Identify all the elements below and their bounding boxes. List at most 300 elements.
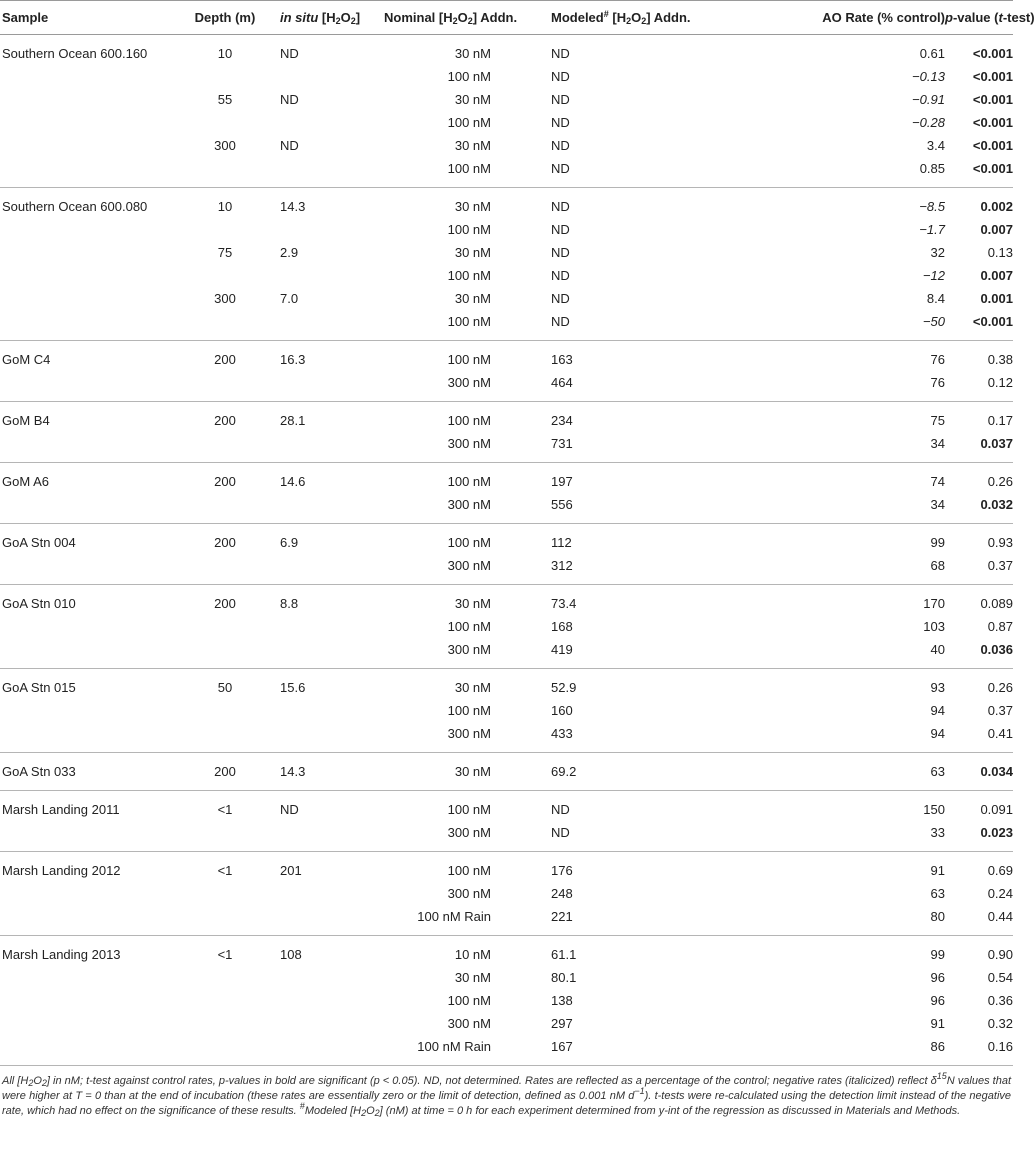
cell-pvalue: 0.90 [987,947,1013,962]
cell-pvalue: 0.007 [980,268,1013,283]
cell-depth: 200 [214,474,236,489]
cell-ao-rate: 150 [923,802,945,817]
cell-modeled: 52.9 [551,680,577,695]
table-row [0,35,1013,66]
cell-sample-empty [0,882,176,905]
table-row [0,638,1013,669]
table-row [0,722,1013,753]
cell-pvalue: 0.37 [987,703,1013,718]
cell-pvalue: 0.38 [987,352,1013,367]
cell-pvalue: 0.001 [980,291,1013,306]
cell-sample-empty [0,241,176,264]
cell-sample-empty [0,493,176,524]
cell-nominal: 100 nM [447,268,491,283]
cell-modeled: ND [551,245,570,260]
cell-depth [176,722,274,753]
cell-sample: Southern Ocean 600.080 [2,199,148,214]
cell-sample-empty [0,1012,176,1035]
cell-ao-rate: 32 [930,245,945,260]
cell-insitu [274,1035,384,1066]
table-row [0,882,1013,905]
table-row [0,402,1013,433]
table-row [0,936,1013,967]
cell-modeled: ND [551,115,570,130]
cell-insitu [274,615,384,638]
cell-pvalue: 0.24 [987,886,1013,901]
cell-sample-empty [0,638,176,669]
cell-insitu: 28.1 [280,413,306,428]
cell-depth [176,65,274,88]
cell-nominal: 300 nM [384,554,491,585]
cell-modeled: 297 [551,1016,573,1031]
cell-depth [176,310,274,341]
table-row [0,111,1013,134]
cell-sample-empty [0,310,176,341]
cell-depth [176,157,274,188]
cell-nominal: 30 nM [454,680,491,695]
table-row [0,852,1013,883]
cell-depth [176,966,274,989]
table-row [0,753,1013,791]
cell-ao-rate: 80 [779,905,945,936]
cell-ao-rate: 170 [923,596,945,611]
cell-depth [176,264,274,287]
cell-depth [176,905,274,936]
cell-pvalue: 0.13 [987,245,1013,260]
cell-nominal: 100 nM [447,619,491,634]
cell-nominal: 30 nM [454,970,491,985]
cell-pvalue: 0.091 [980,802,1013,817]
cell-depth [176,699,274,722]
cell-insitu [274,905,384,936]
cell-nominal: 100 nM [384,157,491,188]
cell-modeled: ND [551,291,570,306]
cell-nominal: 100 nM [447,993,491,1008]
table-row [0,432,1013,463]
table-row [0,615,1013,638]
cell-sample: GoA Stn 033 [0,753,176,791]
cell-insitu [274,699,384,722]
table-row [0,493,1013,524]
cell-nominal: 30 nM [454,199,491,214]
cell-modeled: ND [551,92,570,107]
cell-nominal: 300 nM [384,371,491,402]
cell-modeled: 221 [491,905,779,936]
cell-insitu [274,966,384,989]
cell-nominal: 100 nM [447,474,491,489]
cell-sample-empty [0,218,176,241]
cell-nominal: 100 nM [384,310,491,341]
cell-modeled: 112 [551,535,572,550]
cell-modeled: ND [551,69,570,84]
cell-depth: 200 [214,535,236,550]
cell-nominal: 100 nM [447,863,491,878]
cell-sample-empty [0,157,176,188]
table-row [0,966,1013,989]
cell-sample-empty [0,989,176,1012]
table-row [0,287,1013,310]
cell-insitu [274,1012,384,1035]
cell-sample-empty [0,111,176,134]
table-row [0,134,1013,157]
cell-nominal: 100 nM [447,413,491,428]
cell-nominal: 30 nM [454,245,491,260]
cell-modeled: 168 [551,619,573,634]
cell-depth: 75 [217,245,233,260]
cell-sample: GoA Stn 004 [2,535,76,550]
cell-sample-empty [0,88,176,111]
cell-modeled: 464 [491,371,779,402]
header-insitu: in situ $[H_2O_2]$ [274,1,384,35]
cell-depth: 50 [217,680,233,695]
cell-depth: 55 [217,92,233,107]
cell-pvalue: 0.41 [945,722,1013,753]
cell-pvalue: 0.023 [945,821,1013,852]
cell-ao-rate: −0.13 [912,69,945,84]
cell-depth: 200 [214,596,236,611]
cell-modeled: 419 [491,638,779,669]
cell-insitu: 16.3 [280,352,306,367]
cell-depth: 300 [214,138,236,153]
cell-nominal: 30 nM [454,138,491,153]
table-row [0,88,1013,111]
cell-depth: 10 [217,199,233,214]
cell-depth [176,989,274,1012]
cell-ao-rate: 93 [930,680,945,695]
cell-pvalue: <0.001 [945,157,1013,188]
cell-ao-rate: 8.4 [926,291,945,306]
cell-ao-rate: 40 [779,638,945,669]
cell-pvalue: 0.36 [987,993,1013,1008]
cell-depth: 200 [214,352,236,367]
cell-pvalue: <0.001 [945,310,1013,341]
table-row [0,554,1013,585]
cell-ao-rate: 103 [923,619,945,634]
cell-ao-rate: −0.28 [912,115,945,130]
table-row [0,1035,1013,1066]
table-row [0,821,1013,852]
cell-modeled: 176 [551,863,573,878]
cell-ao-rate: 91 [930,1016,945,1031]
cell-sample: Marsh Landing 2013 [2,947,121,962]
cell-insitu [274,821,384,852]
cell-insitu [274,65,384,88]
cell-sample-empty [0,699,176,722]
cell-pvalue: <0.001 [972,46,1013,61]
cell-nominal: 300 nM [384,821,491,852]
cell-sample-empty [0,722,176,753]
cell-ao-rate: −50 [779,310,945,341]
cell-modeled: ND [551,138,570,153]
cell-nominal: 300 nM [447,886,491,901]
cell-insitu: ND [280,92,299,107]
cell-pvalue: 0.037 [945,432,1013,463]
cell-insitu [274,554,384,585]
header-nominal: Nominal $[H_2O_2]$ Addn. [384,1,491,35]
cell-depth [176,493,274,524]
table-row [0,669,1013,700]
table-row [0,905,1013,936]
cell-nominal: 100 nM [447,222,491,237]
cell-pvalue: 0.26 [987,680,1013,695]
cell-nominal: 100 nM [447,352,491,367]
cell-depth [176,1035,274,1066]
cell-insitu: 14.6 [280,474,306,489]
cell-depth [176,615,274,638]
cell-ao-rate: 99 [930,947,945,962]
header-depth: Depth (m) [176,1,274,35]
cell-modeled: ND [491,310,779,341]
cell-pvalue: 0.44 [945,905,1013,936]
cell-ao-rate: 68 [779,554,945,585]
header-pvalue: p-value (t-test) [945,1,1013,35]
cell-depth: 10 [217,46,233,61]
cell-sample: GoA Stn 015 [2,680,76,695]
cell-insitu [274,638,384,669]
cell-modeled: ND [551,199,570,214]
table-row [0,699,1013,722]
cell-pvalue: 0.034 [945,753,1013,791]
cell-modeled: 731 [491,432,779,463]
cell-sample-empty [0,134,176,157]
table-footnote: All $[H_2O_2]$ in nM; t-test against control rates, p-values in bold are significant (p < 0.05). ND, not determined. Rates are reflected as a percentage of the control; negative rates (italicized) reflect $\delta^{15}N$ values that were higher at T = 0 than at the end of incubation (these rates are essentially zero or the limit of detection, defined as 0.001 nM $d^{-1}$). t-tests were re-calculated using the detection limit instead of the negative rate, which had no effect on the significance of these results. #Modeled $[H_2O_2]$ (nM) at time = 0 h for each experiment determined from y-int of the regression as discussed in Materials and Methods. [2,1071,1012,1118]
cell-sample: GoM B4 [2,413,50,428]
cell-modeled: 433 [491,722,779,753]
cell-ao-rate: 86 [779,1035,945,1066]
cell-insitu: 2.9 [280,245,299,260]
cell-insitu [274,264,384,287]
cell-depth [176,371,274,402]
header-ao-rate: AO Rate (% control) [779,1,945,35]
cell-pvalue: 0.002 [980,199,1013,214]
cell-pvalue: <0.001 [972,115,1013,130]
cell-ao-rate: −12 [922,268,945,283]
cell-depth: <1 [217,863,233,878]
cell-nominal: 100 nM [447,69,491,84]
cell-insitu [274,157,384,188]
table-row [0,264,1013,287]
cell-pvalue: <0.001 [972,92,1013,107]
cell-ao-rate: −1.7 [919,222,945,237]
cell-insitu: 8.8 [280,596,299,611]
table-row [0,463,1013,494]
cell-ao-rate: 75 [930,413,945,428]
header-row [0,1,1013,35]
cell-insitu: 201 [280,863,302,878]
cell-sample-empty [0,615,176,638]
cell-nominal: 30 nM [454,46,491,61]
cell-insitu: 108 [280,947,302,962]
cell-sample: GoA Stn 010 [2,596,76,611]
cell-nominal: 30 nM [454,92,491,107]
cell-ao-rate: 94 [779,722,945,753]
cell-pvalue: <0.001 [972,69,1013,84]
cell-sample-empty [0,966,176,989]
cell-insitu: ND [280,46,299,61]
cell-modeled: 61.1 [551,947,577,962]
cell-insitu [274,882,384,905]
table-row [0,188,1013,219]
cell-nominal: 10 nM [454,947,491,962]
cell-ao-rate: 94 [930,703,945,718]
cell-ao-rate: 3.4 [926,138,945,153]
cell-nominal: 100 nM Rain [384,905,491,936]
cell-sample-empty [0,554,176,585]
cell-sample-empty [0,287,176,310]
cell-ao-rate: 76 [930,352,945,367]
cell-ao-rate: 34 [779,432,945,463]
table-body [0,35,1013,1066]
cell-modeled: ND [491,821,779,852]
cell-modeled: 556 [491,493,779,524]
cell-sample-empty [0,432,176,463]
cell-depth [176,821,274,852]
cell-ao-rate: 76 [779,371,945,402]
cell-modeled: ND [491,157,779,188]
cell-modeled: 69.2 [491,753,779,791]
table-row [0,524,1013,555]
cell-pvalue: 0.93 [987,535,1013,550]
cell-ao-rate: 34 [779,493,945,524]
header-modeled: Modeled# $[H_2O_2]$ Addn. [491,1,779,35]
cell-modeled: ND [551,222,570,237]
cell-modeled: 138 [551,993,573,1008]
cell-ao-rate: 74 [930,474,945,489]
cell-pvalue: 0.17 [987,413,1013,428]
cell-ao-rate: 0.85 [779,157,945,188]
cell-nominal: 100 nM [447,115,491,130]
cell-sample: GoM C4 [2,352,51,367]
cell-depth: 200 [214,413,236,428]
cell-nominal: 30 nM [384,753,491,791]
table-row [0,1012,1013,1035]
cell-depth [176,638,274,669]
table-row [0,157,1013,188]
cell-modeled: 163 [551,352,573,367]
cell-sample-empty [0,1035,176,1066]
table-row [0,989,1013,1012]
cell-insitu: ND [280,138,299,153]
cell-sample: GoM A6 [2,474,49,489]
cell-pvalue: <0.001 [972,138,1013,153]
cell-insitu [274,310,384,341]
cell-insitu: 6.9 [280,535,299,550]
cell-nominal: 300 nM [447,1016,491,1031]
cell-pvalue: 0.69 [987,863,1013,878]
cell-nominal: 100 nM [447,802,491,817]
cell-ao-rate: 0.61 [919,46,945,61]
cell-sample-empty [0,264,176,287]
cell-insitu [274,722,384,753]
cell-insitu [274,432,384,463]
cell-modeled: 234 [551,413,573,428]
cell-pvalue: 0.37 [945,554,1013,585]
cell-pvalue: 0.036 [945,638,1013,669]
cell-ao-rate: 63 [779,753,945,791]
header-sample: Sample [0,1,176,35]
cell-ao-rate: 96 [930,970,945,985]
cell-nominal: 300 nM [384,493,491,524]
cell-depth [176,111,274,134]
cell-sample-empty [0,905,176,936]
cell-insitu: 14.3 [280,199,306,214]
cell-pvalue: 0.032 [945,493,1013,524]
cell-modeled: ND [551,268,570,283]
cell-insitu [274,493,384,524]
cell-nominal: 30 nM [454,596,491,611]
cell-ao-rate: 33 [779,821,945,852]
cell-modeled: 80.1 [551,970,577,985]
table-row [0,341,1013,372]
cell-depth: 300 [214,291,236,306]
cell-depth: <1 [217,947,233,962]
cell-sample-empty [0,65,176,88]
cell-pvalue: 0.089 [980,596,1013,611]
cell-pvalue: 0.16 [945,1035,1013,1066]
cell-modeled: 197 [551,474,573,489]
cell-ao-rate: −8.5 [919,199,945,214]
cell-depth [176,882,274,905]
cell-pvalue: 0.007 [980,222,1013,237]
cell-depth [176,218,274,241]
table-row [0,585,1013,616]
cell-sample-empty [0,371,176,402]
cell-pvalue: 0.54 [987,970,1013,985]
cell-ao-rate: 91 [930,863,945,878]
cell-sample: Southern Ocean 600.160 [2,46,148,61]
cell-pvalue: 0.32 [987,1016,1013,1031]
cell-ao-rate: −0.91 [912,92,945,107]
cell-pvalue: 0.12 [945,371,1013,402]
cell-insitu: 15.6 [280,680,306,695]
cell-nominal: 300 nM [384,722,491,753]
cell-depth: 200 [176,753,274,791]
cell-modeled: 248 [551,886,573,901]
table-row [0,241,1013,264]
cell-insitu [274,218,384,241]
cell-nominal: 100 nM [447,703,491,718]
cell-ao-rate: 96 [930,993,945,1008]
table-row [0,65,1013,88]
cell-pvalue: 0.87 [987,619,1013,634]
table-row [0,310,1013,341]
cell-nominal: 30 nM [454,291,491,306]
cell-modeled: 73.4 [551,596,577,611]
cell-nominal: 100 nM [447,535,491,550]
cell-depth [176,432,274,463]
cell-insitu: 7.0 [280,291,299,306]
cell-insitu [274,371,384,402]
cell-modeled: 160 [551,703,573,718]
table-row [0,791,1013,822]
cell-sample: Marsh Landing 2012 [2,863,121,878]
cell-ao-rate: 63 [930,886,945,901]
cell-pvalue: 0.26 [987,474,1013,489]
cell-modeled: ND [551,802,570,817]
cell-nominal: 100 nM Rain [384,1035,491,1066]
cell-modeled: 312 [491,554,779,585]
cell-depth: <1 [217,802,233,817]
cell-insitu: ND [280,802,299,817]
cell-insitu: 14.3 [274,753,384,791]
cell-nominal: 300 nM [384,432,491,463]
cell-depth [176,554,274,585]
table-row [0,371,1013,402]
cell-modeled: ND [551,46,570,61]
cell-insitu [274,111,384,134]
cell-ao-rate: 99 [930,535,945,550]
cell-nominal: 300 nM [384,638,491,669]
